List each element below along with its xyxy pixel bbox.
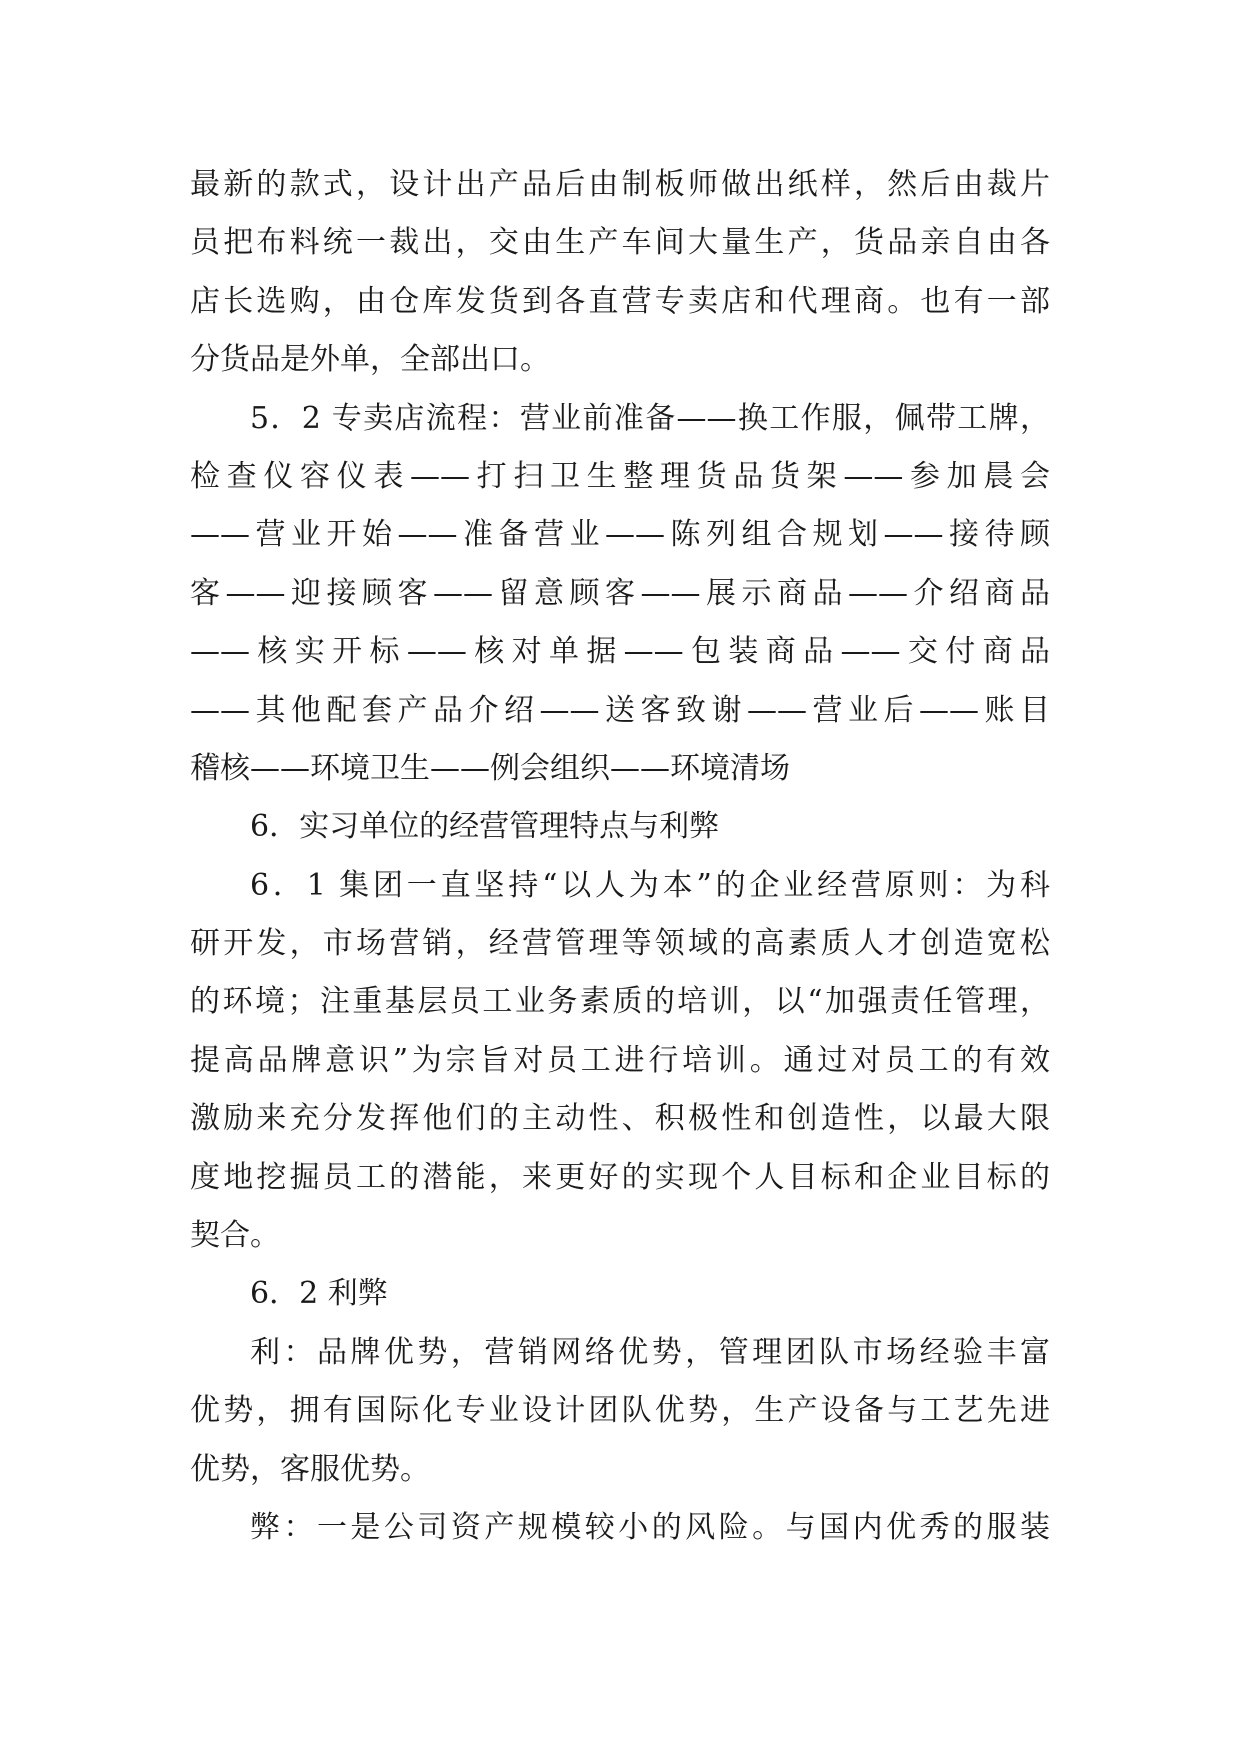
text-line: 弊：一是公司资产规模较小的风险。与国内优秀的服装 xyxy=(250,1509,1050,1545)
text-line: 研开发，市场营销，经营管理等领域的高素质人才创造宽松 xyxy=(190,926,1050,962)
text-line: ——营业开始——准备营业——陈列组合规划——接待顾 xyxy=(190,517,1050,553)
text-line: 的环境；注重基层员工业务素质的培训，以“加强责任管理， xyxy=(190,984,1050,1020)
text-line: 客——迎接顾客——留意顾客——展示商品——介绍商品 xyxy=(190,575,1050,611)
text-line: 店长选购，由仓库发货到各直营专卖店和代理商。也有一部 xyxy=(190,283,1050,319)
text-line: 员把布料统一裁出，交由生产车间大量生产，货品亲自由各 xyxy=(190,225,1050,261)
text-line: 激励来充分发挥他们的主动性、积极性和创造性，以最大限 xyxy=(190,1101,1050,1137)
text-line: 稽核——环境卫生——例会组织——环境清场 xyxy=(190,750,790,786)
body-text xyxy=(190,156,1050,1557)
text-line: 分货品是外单，全部出口。 xyxy=(190,342,550,378)
text-line: 检查仪容仪表——打扫卫生整理货品货架——参加晨会 xyxy=(190,458,1050,494)
text-line: 提高品牌意识”为宗旨对员工进行培训。通过对员工的有效 xyxy=(190,1042,1050,1078)
text-line: 利：品牌优势，营销网络优势，管理团队市场经验丰富 xyxy=(250,1334,1050,1370)
text-line: ——其他配套产品介绍——送客致谢——营业后——账目 xyxy=(190,692,1050,728)
text-line: 优势，拥有国际化专业设计团队优势，生产设备与工艺先进 xyxy=(190,1393,1050,1429)
section-heading: 6．实习单位的经营管理特点与利弊 xyxy=(250,809,720,845)
text-line: ——核实开标——核对单据——包装商品——交付商品 xyxy=(190,634,1050,670)
text-line: 最新的款式，设计出产品后由制板师做出纸样，然后由裁片 xyxy=(190,167,1050,202)
text-line: 6．1 集团一直坚持“以人为本”的企业经营原则：为科 xyxy=(250,867,1050,903)
section-heading: 6．2 利弊 xyxy=(250,1276,388,1312)
text-line: 契合。 xyxy=(190,1218,280,1254)
text-line: 5．2 专卖店流程：营业前准备——换工作服，佩带工牌， xyxy=(250,400,1050,436)
text-line: 度地挖掘员工的潜能，来更好的实现个人目标和企业目标的 xyxy=(190,1159,1050,1195)
text-line: 优势，客服优势。 xyxy=(190,1451,430,1487)
